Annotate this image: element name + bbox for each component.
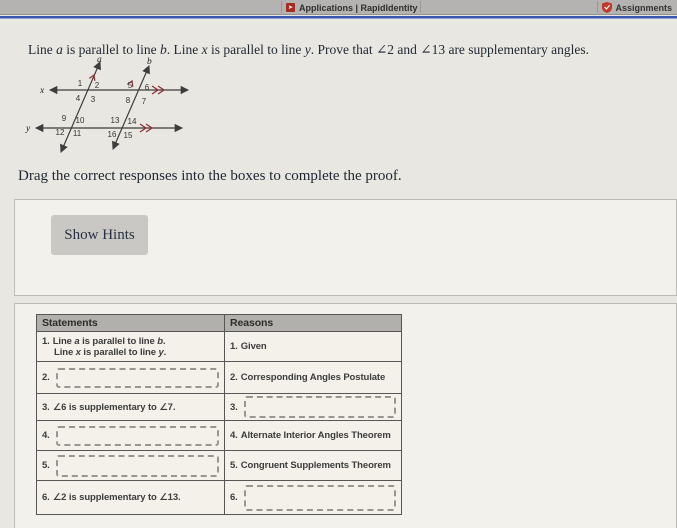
row-number: 1. [230, 341, 238, 352]
reason-cell-3 [225, 394, 402, 421]
statement-cell-3 [37, 394, 225, 421]
reason-cell-2 [225, 362, 402, 394]
statement-drop-zone-5[interactable] [56, 455, 219, 477]
row-number: 2. [230, 372, 238, 383]
row-number: 3. [42, 401, 50, 413]
angle-label-6: 6 [144, 83, 150, 92]
reason-text: Congruent Supplements Theorem [240, 460, 391, 471]
assignments-label: Assignments [615, 2, 672, 13]
statement-text: ∠6 is supplementary to ∠7. [52, 401, 176, 413]
show-hints-button[interactable]: Show Hints [51, 215, 148, 255]
row-number: 6. [230, 492, 238, 503]
angle-label-9: 9 [61, 114, 67, 123]
row-number: 1. [42, 335, 50, 347]
proof-row-2 [37, 362, 402, 394]
angle-label-14: 14 [127, 117, 137, 126]
bar-divider [281, 1, 282, 13]
extension-icon: ➤ [287, 4, 294, 11]
row-number: 4. [230, 430, 238, 441]
shield-icon [602, 2, 612, 13]
angle-label-8: 8 [125, 96, 131, 105]
line-label-x: x [40, 86, 45, 96]
statement-cell-1 [37, 332, 225, 362]
reasons-header: Reasons [225, 315, 402, 332]
bar-divider [597, 1, 598, 13]
row-number: 5. [230, 460, 238, 471]
reason-cell-1 [225, 332, 402, 362]
proof-table [36, 314, 402, 515]
angle-label-15: 15 [123, 131, 133, 140]
statements-header: Statements [37, 315, 225, 332]
assignments-bookmark[interactable] [602, 0, 672, 15]
row-number: 4. [42, 430, 50, 441]
angle-label-11: 11 [72, 129, 82, 138]
proof-panel [14, 303, 677, 528]
reason-text: Corresponding Angles Postulate [240, 372, 386, 383]
browser-bar [0, 0, 677, 15]
statement-text: Line x is parallel to line y. [54, 346, 167, 358]
statement-text: ∠2 is supplementary to ∠13. [52, 492, 181, 503]
reason-text: Given [240, 341, 267, 352]
angle-label-10: 10 [75, 116, 85, 125]
angle-label-12: 12 [55, 128, 65, 137]
angle-label-13: 13 [110, 116, 120, 125]
statement-cell-5 [37, 451, 225, 481]
proof-row-5 [37, 451, 402, 481]
statement-cell-4 [37, 421, 225, 451]
reason-cell-5 [225, 451, 402, 481]
statement-drop-zone-2[interactable] [56, 368, 219, 388]
parallel-lines-diagram [24, 56, 199, 156]
angle-label-1: 1 [77, 79, 83, 88]
proof-row-4 [37, 421, 402, 451]
proof-row-3 [37, 394, 402, 421]
statement-text: Line a is parallel to line b. [52, 335, 166, 347]
instruction-text: Drag the correct responses into the boxes to complete the proof. [18, 168, 402, 184]
row-number: 2. [42, 372, 50, 383]
reason-drop-zone-3[interactable] [244, 396, 396, 418]
angle-label-5: 5 [127, 81, 133, 90]
tab-applications[interactable] [286, 0, 418, 15]
proof-row-1 [37, 332, 402, 362]
angle-label-4: 4 [75, 94, 81, 103]
tab-title: Applications | RapidIdentity [299, 2, 418, 13]
statement-cell-2 [37, 362, 225, 394]
reason-text: Alternate Interior Angles Theorem [240, 430, 391, 441]
proof-row-6 [37, 481, 402, 515]
reason-cell-6 [225, 481, 402, 515]
angle-label-2: 2 [94, 81, 100, 90]
page-top-rule [0, 16, 677, 19]
problem-statement: Line a is parallel to line b. Line x is parallel to line y. Prove that ∠2 and ∠13 are supplementary angles. [28, 42, 590, 57]
statement-cell-6 [37, 481, 225, 515]
angle-label-3: 3 [90, 95, 96, 104]
row-number: 5. [42, 460, 50, 471]
proof-table-header-row [37, 315, 402, 332]
line-label-a: a [97, 56, 102, 65]
reason-drop-zone-6[interactable] [244, 485, 396, 511]
statement-drop-zone-4[interactable] [56, 426, 219, 446]
row-number: 6. [42, 492, 50, 503]
angle-label-7: 7 [141, 97, 147, 106]
row-number: 3. [230, 401, 238, 413]
angle-label-16: 16 [107, 130, 117, 139]
bar-divider [420, 1, 421, 13]
reason-cell-4 [225, 421, 402, 451]
line-label-y: y [26, 124, 31, 134]
hints-panel [14, 199, 677, 296]
line-label-b: b [147, 57, 152, 67]
